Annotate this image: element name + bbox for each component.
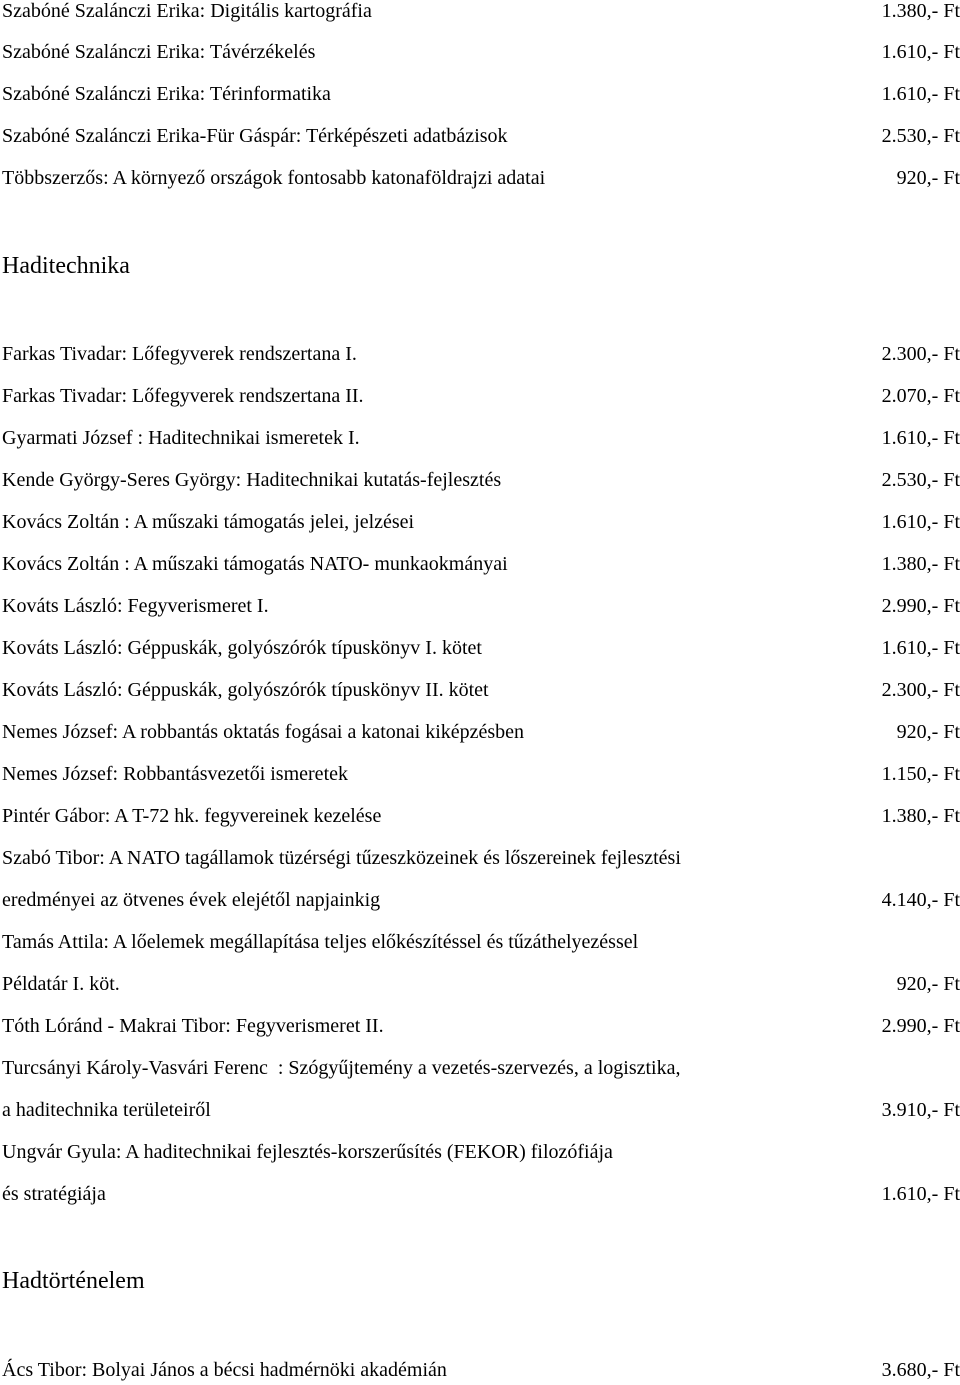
list-item xyxy=(0,928,960,998)
list-item xyxy=(0,466,960,494)
list-item xyxy=(0,844,960,914)
book-title: Kovács Zoltán : A műszaki támogatás NATO- munkaokmányai xyxy=(2,553,508,575)
book-title-line2: a haditechnika területeiről xyxy=(2,1099,211,1121)
book-price: 2.530,- Ft xyxy=(881,469,960,491)
book-title: Szabóné Szalánczi Erika: Távérzékelés xyxy=(2,41,316,63)
book-price: 1.610,- Ft xyxy=(881,511,960,533)
book-title: Szabóné Szalánczi Erika: Digitális kartográfia xyxy=(2,0,372,22)
list-item xyxy=(0,122,960,150)
book-price: 2.300,- Ft xyxy=(881,343,960,365)
book-title: Ács Tibor: Bolyai János a bécsi hadmérnöki akadémián xyxy=(2,1359,447,1381)
list-item xyxy=(0,164,960,192)
book-title: Pintér Gábor: A T-72 hk. fegyvereinek kezelése xyxy=(2,805,382,827)
list-item xyxy=(0,802,960,830)
book-price: 1.610,- Ft xyxy=(881,1183,960,1205)
list-item xyxy=(0,382,960,410)
list-item xyxy=(0,340,960,368)
book-title-line2: és stratégiája xyxy=(2,1183,106,1205)
book-price: 1.380,- Ft xyxy=(881,805,960,827)
book-title: Kováts László: Fegyverismeret I. xyxy=(2,595,269,617)
book-title: Nemes József: A robbantás oktatás fogásai a katonai kiképzésben xyxy=(2,721,525,743)
book-title: Többszerzős: A környező országok fontosabb katonaföldrajzi adatai xyxy=(2,167,546,189)
list-item xyxy=(0,550,960,578)
book-title-line1: Tamás Attila: A lőelemek megállapítása teljes előkészítéssel és tűzáthelyezéssel xyxy=(2,931,639,953)
book-price: 1.150,- Ft xyxy=(881,763,960,785)
list-item xyxy=(0,80,960,108)
book-price: 2.300,- Ft xyxy=(881,679,960,701)
book-price: 2.990,- Ft xyxy=(881,1015,960,1037)
list-item xyxy=(0,1012,960,1040)
list-item xyxy=(0,676,960,704)
book-title: Kende György-Seres György: Haditechnikai kutatás-fejlesztés xyxy=(2,469,502,491)
book-price: 3.910,- Ft xyxy=(881,1099,960,1121)
book-price: 1.380,- Ft xyxy=(881,0,960,22)
list-item xyxy=(0,718,960,746)
list-item xyxy=(0,1054,960,1124)
book-price: 4.140,- Ft xyxy=(881,889,960,911)
book-title: Szabóné Szalánczi Erika-Für Gáspár: Térképészeti adatbázisok xyxy=(2,125,508,147)
list-item xyxy=(0,0,960,25)
book-price: 920,- Ft xyxy=(896,721,960,743)
list-item xyxy=(0,424,960,452)
book-price: 1.610,- Ft xyxy=(881,83,960,105)
book-title: Farkas Tivadar: Lőfegyverek rendszertana II. xyxy=(2,385,364,407)
section-heading-haditechnika: Haditechnika xyxy=(2,253,130,279)
book-price: 1.610,- Ft xyxy=(881,637,960,659)
book-price: 2.530,- Ft xyxy=(881,125,960,147)
book-title: Kováts László: Géppuskák, golyószórók típuskönyv I. kötet xyxy=(2,637,482,659)
list-item xyxy=(0,634,960,662)
book-price: 1.610,- Ft xyxy=(881,41,960,63)
list-item xyxy=(0,1356,960,1384)
book-price: 2.070,- Ft xyxy=(881,385,960,407)
list-item xyxy=(0,508,960,536)
book-title-line2: eredményei az ötvenes évek elejétől napjainkig xyxy=(2,889,381,911)
book-title: Farkas Tivadar: Lőfegyverek rendszertana I. xyxy=(2,343,357,365)
book-price: 2.990,- Ft xyxy=(881,595,960,617)
book-price: 920,- Ft xyxy=(896,167,960,189)
book-price: 1.380,- Ft xyxy=(881,553,960,575)
book-title: Kováts László: Géppuskák, golyószórók típuskönyv II. kötet xyxy=(2,679,489,701)
book-title: Nemes József: Robbantásvezetői ismeretek xyxy=(2,763,348,785)
book-title: Tóth Lóránd - Makrai Tibor: Fegyverismeret II. xyxy=(2,1015,384,1037)
book-title: Szabóné Szalánczi Erika: Térinformatika xyxy=(2,83,331,105)
book-price: 920,- Ft xyxy=(896,973,960,995)
book-price: 1.610,- Ft xyxy=(881,427,960,449)
book-title-line1: Ungvár Gyula: A haditechnikai fejlesztés-korszerűsítés (FEKOR) filozófiája xyxy=(2,1141,613,1163)
book-title: Gyarmati József : Haditechnikai ismeretek I. xyxy=(2,427,360,449)
book-title: Kovács Zoltán : A műszaki támogatás jelei, jelzései xyxy=(2,511,415,533)
list-item xyxy=(0,592,960,620)
list-item xyxy=(0,760,960,788)
book-title-line2: Példatár I. köt. xyxy=(2,973,120,995)
book-price: 3.680,- Ft xyxy=(881,1359,960,1381)
list-item xyxy=(0,38,960,66)
list-item xyxy=(0,1138,960,1208)
book-title-line1: Szabó Tibor: A NATO tagállamok tüzérségi tűzeszközeinek és lőszereinek fejlesztési xyxy=(2,847,681,869)
book-title-line1: Turcsányi Károly-Vasvári Ferenc : Szógyűjtemény a vezetés-szervezés, a logisztika, xyxy=(2,1057,681,1079)
section-heading-hadtortenelem: Hadtörténelem xyxy=(2,1268,145,1294)
